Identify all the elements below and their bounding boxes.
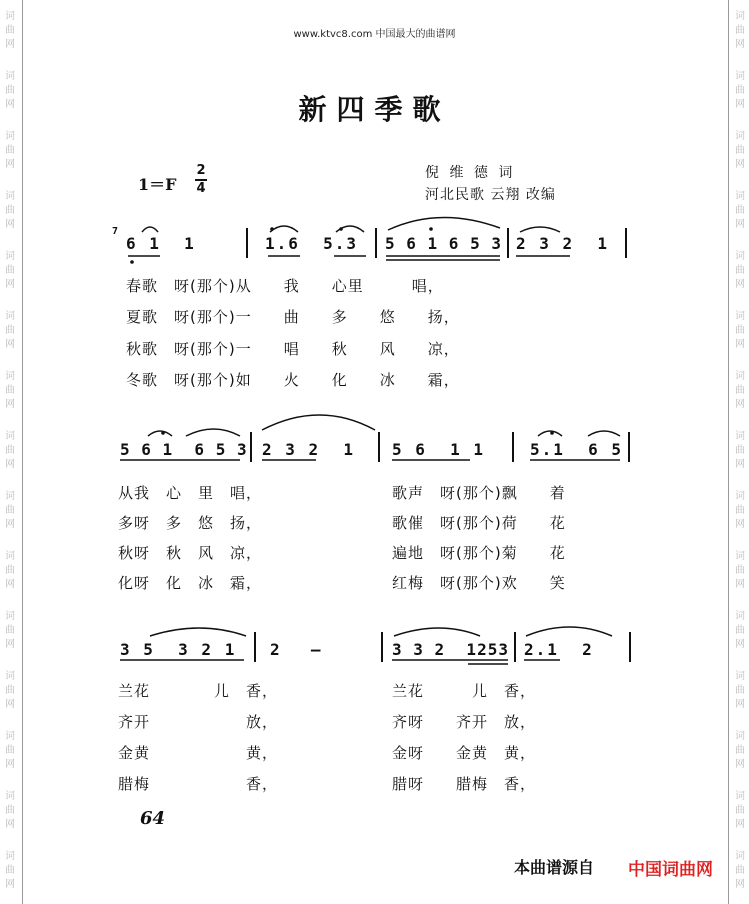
- lyric-line-2b-verse-2: 歌催 呀(那个)荷 花: [392, 514, 566, 532]
- watermark-text: 词 曲 网: [5, 611, 15, 650]
- barline: [250, 432, 252, 462]
- barline: [507, 228, 509, 258]
- barline: [512, 432, 514, 462]
- slur: [142, 227, 158, 232]
- lyric-line-1-verse-1: 春歌 呀(那个)从 我 心里 唱，: [126, 277, 444, 295]
- slur: [388, 217, 500, 230]
- watermark-text: 词 曲 网: [735, 191, 745, 230]
- watermark-text: 词 曲 网: [5, 191, 15, 230]
- arranger-credit: 河北民歌 云翔 改编: [425, 187, 556, 203]
- time-signature: [195, 163, 207, 197]
- octave-dot: [550, 431, 554, 435]
- slur: [394, 628, 480, 636]
- measure-3-2: 2 —: [270, 640, 325, 659]
- key-signature: 1＝F: [138, 175, 177, 194]
- barline: [628, 432, 630, 462]
- lyric-line-3a-verse-4: 腊梅 香，: [118, 775, 279, 793]
- site-header: [0, 25, 749, 40]
- barline: [375, 228, 377, 258]
- left-border: [22, 0, 23, 904]
- measure-1-2: 1.6 5.3: [265, 234, 359, 253]
- watermark-text: 词 曲 网: [735, 71, 745, 110]
- lyric-line-2b-verse-3: 遍地 呀(那个)菊 花: [392, 544, 566, 562]
- watermark-text: 词 曲 网: [5, 251, 15, 290]
- watermark-text: 词 曲 网: [735, 551, 745, 590]
- watermark-text: 词 曲 网: [735, 131, 745, 170]
- tempo-mark: 7: [112, 226, 121, 237]
- slur: [336, 226, 364, 232]
- watermark-text: 词 曲 网: [735, 791, 745, 830]
- measure-3-4: 2.1 2: [524, 640, 594, 659]
- watermark-text: 词 曲 网: [5, 851, 15, 890]
- lyric-line-3a-verse-1: 兰花 儿 香，: [118, 682, 279, 700]
- watermark-text: 词 曲 网: [5, 431, 15, 470]
- slur: [588, 431, 620, 436]
- watermark-text: 词 曲 网: [735, 431, 745, 470]
- time-signature-bottom: 4: [196, 181, 206, 196]
- watermark-text: 词 曲 网: [735, 491, 745, 530]
- source-label: 本曲谱源自: [514, 858, 595, 877]
- slur: [270, 226, 298, 232]
- lyric-line-2a-verse-1: 从我 心 里 唱，: [118, 484, 263, 502]
- watermark-text: 词 曲 网: [5, 131, 15, 170]
- barline: [381, 632, 383, 662]
- watermark-text: 词 曲 网: [735, 251, 745, 290]
- measure-3-1: 3 5 3 2 1: [120, 640, 237, 659]
- watermark-text: 词 曲 网: [5, 71, 15, 110]
- slur: [526, 627, 612, 636]
- octave-dot: [429, 227, 433, 231]
- slur: [538, 431, 562, 436]
- octave-dot: [339, 227, 343, 231]
- watermark-text: 词 曲 网: [735, 371, 745, 410]
- slur: [186, 429, 240, 436]
- site-url[interactable]: www.ktvc8.com: [293, 29, 373, 40]
- lyric-line-3b-verse-2: 齐呀 齐开 放，: [392, 713, 537, 731]
- measure-1-3: 5 6 1 6 5 3: [385, 234, 502, 253]
- slur: [520, 227, 560, 232]
- octave-dot: [270, 227, 274, 231]
- lyricist-credit: 倪 维 德 词: [425, 165, 516, 181]
- lyric-line-2b-verse-1: 歌声 呀(那个)飘 着: [392, 484, 566, 502]
- watermark-text: 词 曲 网: [735, 851, 745, 890]
- measure-1-4: 2 3 2 1: [516, 234, 610, 253]
- measure-2-2: 2 3 2 1: [262, 440, 356, 459]
- lyric-line-2a-verse-3: 秋呀 秋 风 凉，: [118, 544, 263, 562]
- page-number: 64: [140, 808, 166, 829]
- watermark-text: 词 曲 网: [735, 731, 745, 770]
- slur: [262, 415, 375, 430]
- watermark-text: 词 曲 网: [735, 611, 745, 650]
- watermark-text: 词 曲 网: [5, 551, 15, 590]
- watermark-text: 词 曲 网: [5, 371, 15, 410]
- watermark-text: 词 曲 网: [735, 671, 745, 710]
- lyric-line-3a-verse-3: 金黄 黄，: [118, 744, 279, 762]
- lyric-line-2a-verse-4: 化呀 化 冰 霜，: [118, 574, 263, 592]
- watermark-text: 词 曲 网: [5, 671, 15, 710]
- measure-2-3: 5 6 1 1: [392, 440, 486, 459]
- barline: [514, 632, 516, 662]
- measure-2-1: 5 6 1 6 5 3: [120, 440, 248, 459]
- lyric-line-2a-verse-2: 多呀 多 悠 扬，: [118, 514, 263, 532]
- barline: [629, 632, 631, 662]
- lyric-line-1-verse-4: 冬歌 呀(那个)如 火 化 冰 霜，: [126, 371, 460, 389]
- measure-1-1: 6 1 1: [126, 234, 196, 253]
- lyric-line-3b-verse-4: 腊呀 腊梅 香，: [392, 775, 537, 793]
- lyric-line-2b-verse-4: 红梅 呀(那个)欢 笑: [392, 574, 566, 592]
- watermark-text: 词 曲 网: [5, 731, 15, 770]
- lyric-line-3b-verse-1: 兰花 儿 香，: [392, 682, 537, 700]
- lyric-line-3b-verse-3: 金呀 金黄 黄，: [392, 744, 537, 762]
- measure-2-4: 5.1 6 5: [530, 440, 624, 459]
- site-tag: 中国最大的曲谱网: [375, 29, 456, 40]
- watermark-text: 词 曲 网: [735, 11, 745, 50]
- barline: [625, 228, 627, 258]
- barline: [378, 432, 380, 462]
- watermark-text: 词 曲 网: [5, 491, 15, 530]
- time-signature-top: 2: [196, 163, 206, 178]
- octave-dot: [161, 431, 165, 435]
- source-site-link[interactable]: 中国词曲网: [628, 860, 713, 880]
- slur: [148, 431, 172, 436]
- slur: [150, 628, 246, 636]
- lyric-line-3a-verse-2: 齐开 放，: [118, 713, 279, 731]
- song-title: 新四季歌: [298, 93, 451, 126]
- lyric-line-1-verse-3: 秋歌 呀(那个)一 唱 秋 风 凉，: [126, 340, 460, 358]
- watermark-text: 词 曲 网: [5, 11, 15, 50]
- lyric-line-1-verse-2: 夏歌 呀(那个)一 曲 多 悠 扬，: [126, 308, 460, 326]
- measure-3-3: 3 3 2 1253: [392, 640, 509, 659]
- octave-dot: [130, 260, 134, 264]
- barline: [254, 632, 256, 662]
- watermark-text: 词 曲 网: [5, 791, 15, 830]
- barline: [246, 228, 248, 258]
- watermark-text: 词 曲 网: [5, 311, 15, 350]
- watermark-text: 词 曲 网: [735, 311, 745, 350]
- right-border: [728, 0, 729, 904]
